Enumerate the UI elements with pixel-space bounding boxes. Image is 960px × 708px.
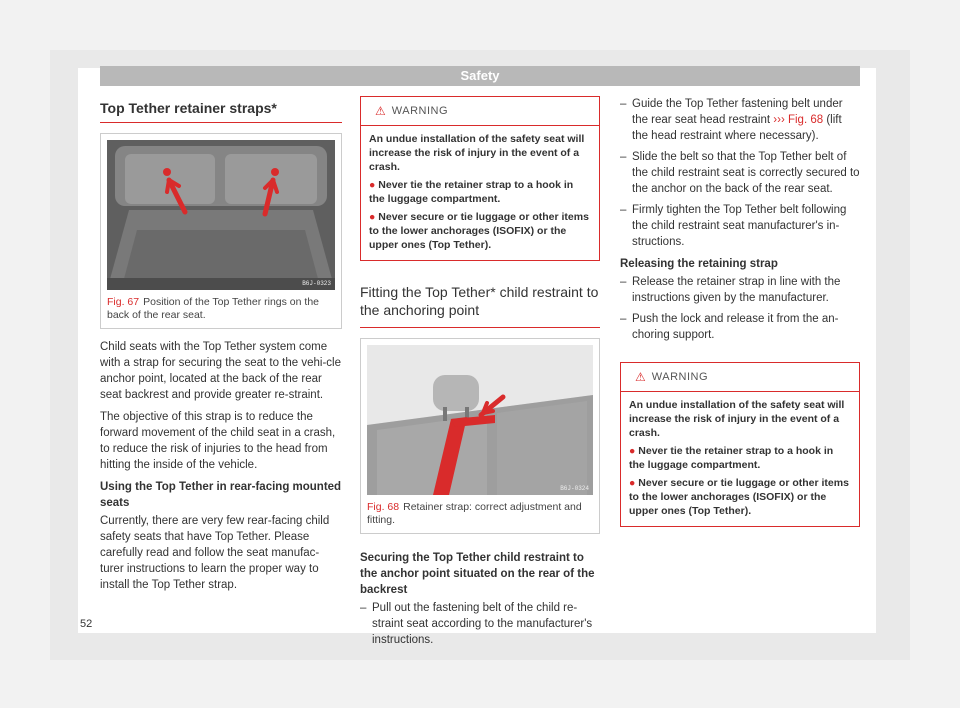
warning-header <box>361 97 599 126</box>
warning-title: WARNING <box>651 371 709 383</box>
warning-bullet: ● Never tie the retainer strap to a hook in the luggage compartment. <box>629 445 834 471</box>
subheading: Using the Top Tether in rear-facing mounted seats <box>100 481 342 509</box>
list-item: – Firmly tighten the Top Tether belt following the child restraint seat manufacturer's in-structions. <box>620 204 847 248</box>
figure-caption-text: Retainer strap: correct adjustment and fitting. <box>367 501 582 526</box>
warning-body <box>361 126 599 260</box>
warning-text: An undue installation of the safety seat will increase the risk of injury in the event of a crash. <box>369 133 585 173</box>
warning-bullet: ● Never secure or tie luggage or other items to the lower anchorages (ISOFIX) or the upper ones (Top Tether). <box>629 477 849 517</box>
subheading: Releasing the retaining strap <box>620 258 778 270</box>
list-item: – Slide the belt so that the Top Tether belt of the child restraint seat is correctly secured to the anchor on the back of the rear seat. <box>620 151 860 195</box>
subheading: Securing the Top Tether child restraint to the anchor point situated on the rear of the backrest <box>360 552 595 596</box>
figure-id: B6J-0323 <box>302 280 331 287</box>
warning-box <box>360 96 600 261</box>
section-header: Safety <box>100 66 860 86</box>
list-item: – Pull out the fastening belt of the child re-straint seat according to the manufacturer's instructions. <box>360 602 593 646</box>
figure-label: Fig. 68 <box>367 501 400 513</box>
tether-ring-left <box>163 168 171 176</box>
warning-text: An undue installation of the safety seat will increase the risk of injury in the event of a crash. <box>629 399 845 439</box>
list-item: – Release the retainer strap in line with the instructions given by the manufacturer. <box>620 276 841 304</box>
list-item: – Guide the Top Tether fastening belt under the rear seat head restraint ››› Fig. 68 (lift the head restraint where necessary). <box>620 98 843 142</box>
figure-caption <box>367 501 593 527</box>
paragraph: The objective of this strap is to reduce the forward movement of the child seat in a crash, to reduce the risk of injuries to the head from hitting the inside of the vehicle. <box>100 411 336 471</box>
warning-triangle-icon: ⚠ <box>635 370 646 384</box>
warning-header <box>621 363 859 392</box>
column-3 <box>620 96 860 527</box>
section-title: Top Tether retainer straps* <box>100 100 277 116</box>
figure-68 <box>360 338 600 534</box>
trunk-illustration <box>107 140 335 290</box>
warning-title: WARNING <box>391 105 449 117</box>
warning-triangle-icon: ⚠ <box>375 104 386 118</box>
list-item: – Push the lock and release it from the an-choring support. <box>620 313 839 341</box>
title-rule <box>100 122 342 123</box>
figure-67-image <box>107 140 335 290</box>
figure-67 <box>100 133 342 329</box>
paragraph: Child seats with the Top Tether system come with a strap for securing the seat to the vehi-cle anchor point, located at the back of the rear seat backrest and provide greater re-straint. <box>100 341 341 401</box>
figure-caption <box>107 296 335 322</box>
figure-id: B6J-0324 <box>560 485 589 492</box>
warning-body <box>621 392 859 526</box>
paragraph: Currently, there are very few rear-facing child safety seats that have Top Tether. Please carefully read and follow the seat manufac-turer instructions to learn the proper way to install the Top Tether strap. <box>100 515 330 591</box>
column-2 <box>360 96 600 653</box>
figure-label: Fig. 67 <box>107 296 140 308</box>
seat-illustration <box>367 345 593 495</box>
warning-box <box>620 362 860 527</box>
warning-bullet: ● Never secure or tie luggage or other items to the lower anchorages (ISOFIX) or the upper ones (Top Tether). <box>369 211 589 251</box>
figure-link[interactable]: ››› Fig. 68 <box>773 114 824 126</box>
head-restraint <box>433 375 479 411</box>
page-number: 52 <box>80 618 93 630</box>
section-title: Fitting the Top Tether* child restraint to the anchoring point <box>360 284 599 318</box>
figure-caption-text: Position of the Top Tether rings on the back of the rear seat. <box>107 296 320 321</box>
title-rule <box>360 327 600 328</box>
figure-68-image <box>367 345 593 495</box>
tether-ring-right <box>271 168 279 176</box>
column-1 <box>100 96 342 599</box>
warning-bullet: ● Never tie the retainer strap to a hook in the luggage compartment. <box>369 179 574 205</box>
